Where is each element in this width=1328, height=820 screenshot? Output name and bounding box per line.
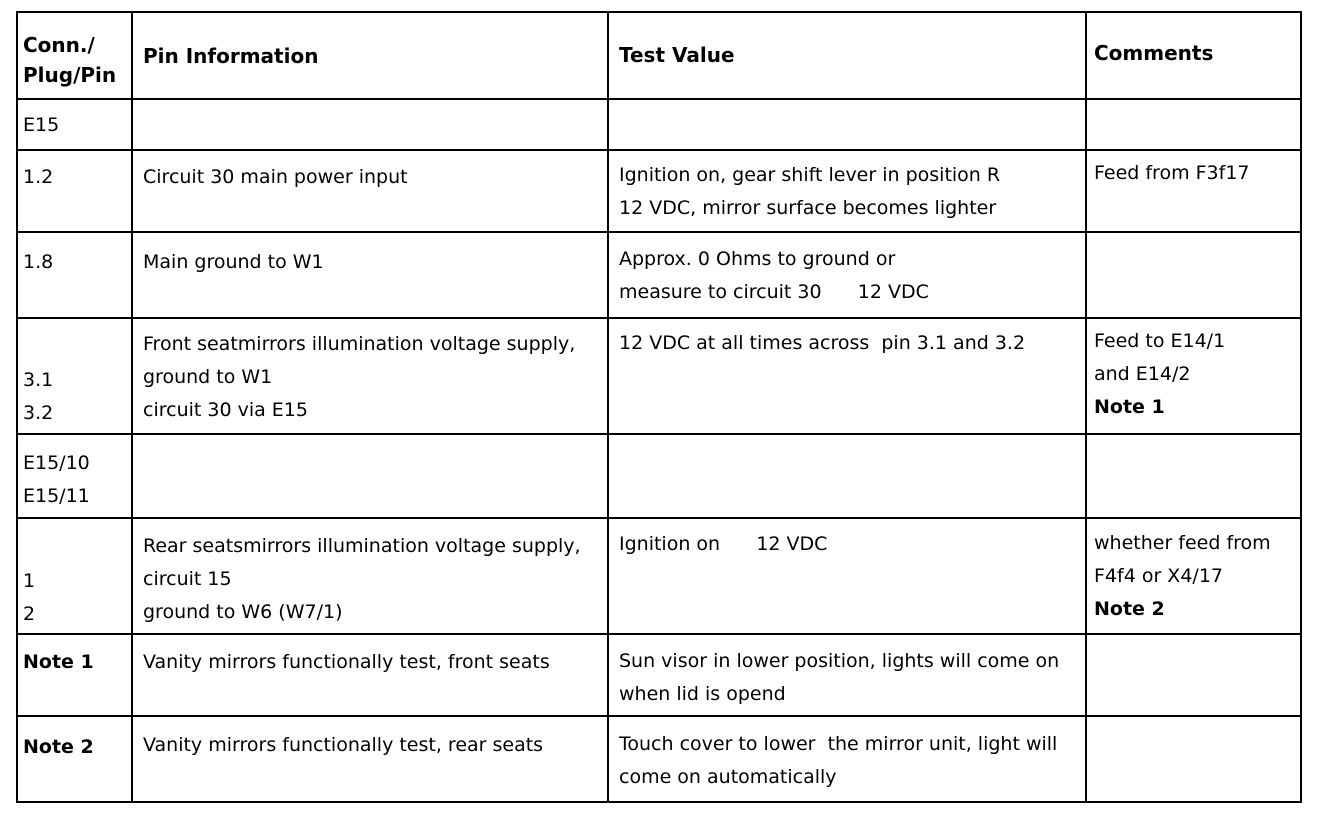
table-row-conn <box>23 246 53 279</box>
table-row-pin <box>143 530 581 629</box>
cell-text: Feed from F3f17 <box>1094 162 1250 184</box>
cell-text: 12 VDC at all times across pin 3.1 and 3.2 <box>619 332 1026 354</box>
table-row-pin <box>143 328 575 427</box>
cell-text: Ignition on, gear shift lever in position R <box>619 164 1001 186</box>
table-row-comments <box>1094 325 1225 424</box>
cell-text: circuit 15 <box>143 568 232 590</box>
cell-text: circuit 30 via E15 <box>143 399 308 421</box>
table-row-test <box>619 528 827 561</box>
cell-text: 1.2 <box>23 166 54 188</box>
table-row-pin <box>143 729 543 762</box>
cell-text: Note 1 <box>23 651 94 673</box>
cell-text: 12 VDC, mirror surface becomes lighter <box>619 197 997 219</box>
table-row-conn <box>23 109 59 142</box>
cell-text: and E14/2 <box>1094 363 1191 385</box>
table-row-pin <box>143 646 550 679</box>
cell-text: Feed to E14/1 <box>1094 330 1226 352</box>
table-row-conn <box>23 364 53 430</box>
cell-text: ground to W6 (W7/1) <box>143 601 343 623</box>
note-reference: Note 2 <box>1094 598 1165 620</box>
cell-text: 1.8 <box>23 251 54 273</box>
cell-text: Approx. 0 Ohms to ground or <box>619 248 896 270</box>
header-comments: Comments <box>1094 41 1214 65</box>
cell-text: E15/10 <box>23 452 90 474</box>
cell-text: Touch cover to lower the mirror unit, light will <box>619 733 1058 755</box>
cell-text: Sun visor in lower position, lights will come on <box>619 650 1060 672</box>
table-row-test <box>619 728 1057 794</box>
table-row-test <box>619 327 1025 360</box>
cell-text: Circuit 30 main power input <box>143 166 408 188</box>
cell-text: Vanity mirrors functionally test, rear seats <box>143 734 544 756</box>
cell-text: come on automatically <box>619 766 837 788</box>
cell-text: E15 <box>23 114 60 136</box>
table-row-conn <box>23 447 90 513</box>
table-row-conn <box>23 646 94 679</box>
cell-text: ground to W1 <box>143 366 273 388</box>
table-row-conn <box>23 565 35 631</box>
table-row-test <box>619 645 1059 711</box>
header-conn-plug-pin <box>23 30 116 90</box>
note-reference: Note 1 <box>1094 396 1165 418</box>
table-row-comments <box>1094 157 1250 190</box>
cell-text: Rear seatsmirrors illumination voltage supply, <box>143 535 581 557</box>
table-row-pin <box>143 161 408 194</box>
cell-text: Front seatmirrors illumination voltage supply, <box>143 333 576 355</box>
cell-text: Ignition on 12 VDC <box>619 533 828 555</box>
cell-text: 1 <box>23 570 36 592</box>
cell-text: 3.1 <box>23 369 54 391</box>
header-pin-information: Pin Information <box>143 44 319 68</box>
cell-text: Note 2 <box>23 736 94 758</box>
table-row-comments <box>1094 527 1271 626</box>
header-test-value: Test Value <box>619 43 735 67</box>
cell-text: Main ground to W1 <box>143 251 324 273</box>
cell-text: measure to circuit 30 12 VDC <box>619 281 929 303</box>
header-conn-line-1: Conn./ <box>23 33 95 57</box>
cell-text: 3.2 <box>23 402 54 424</box>
table-row-pin <box>143 246 324 279</box>
table-row-conn <box>23 161 53 194</box>
header-conn-line-2: Plug/Pin <box>23 63 117 87</box>
table-row-conn <box>23 731 94 764</box>
cell-text: Vanity mirrors functionally test, front seats <box>143 651 550 673</box>
cell-text: when lid is opend <box>619 683 786 705</box>
table-row-test <box>619 159 1000 225</box>
table-row-test <box>619 243 929 309</box>
cell-text: E15/11 <box>23 485 90 507</box>
cell-text: F4f4 or X4/17 <box>1094 565 1223 587</box>
cell-text: 2 <box>23 603 36 625</box>
cell-text: whether feed from <box>1094 532 1271 554</box>
